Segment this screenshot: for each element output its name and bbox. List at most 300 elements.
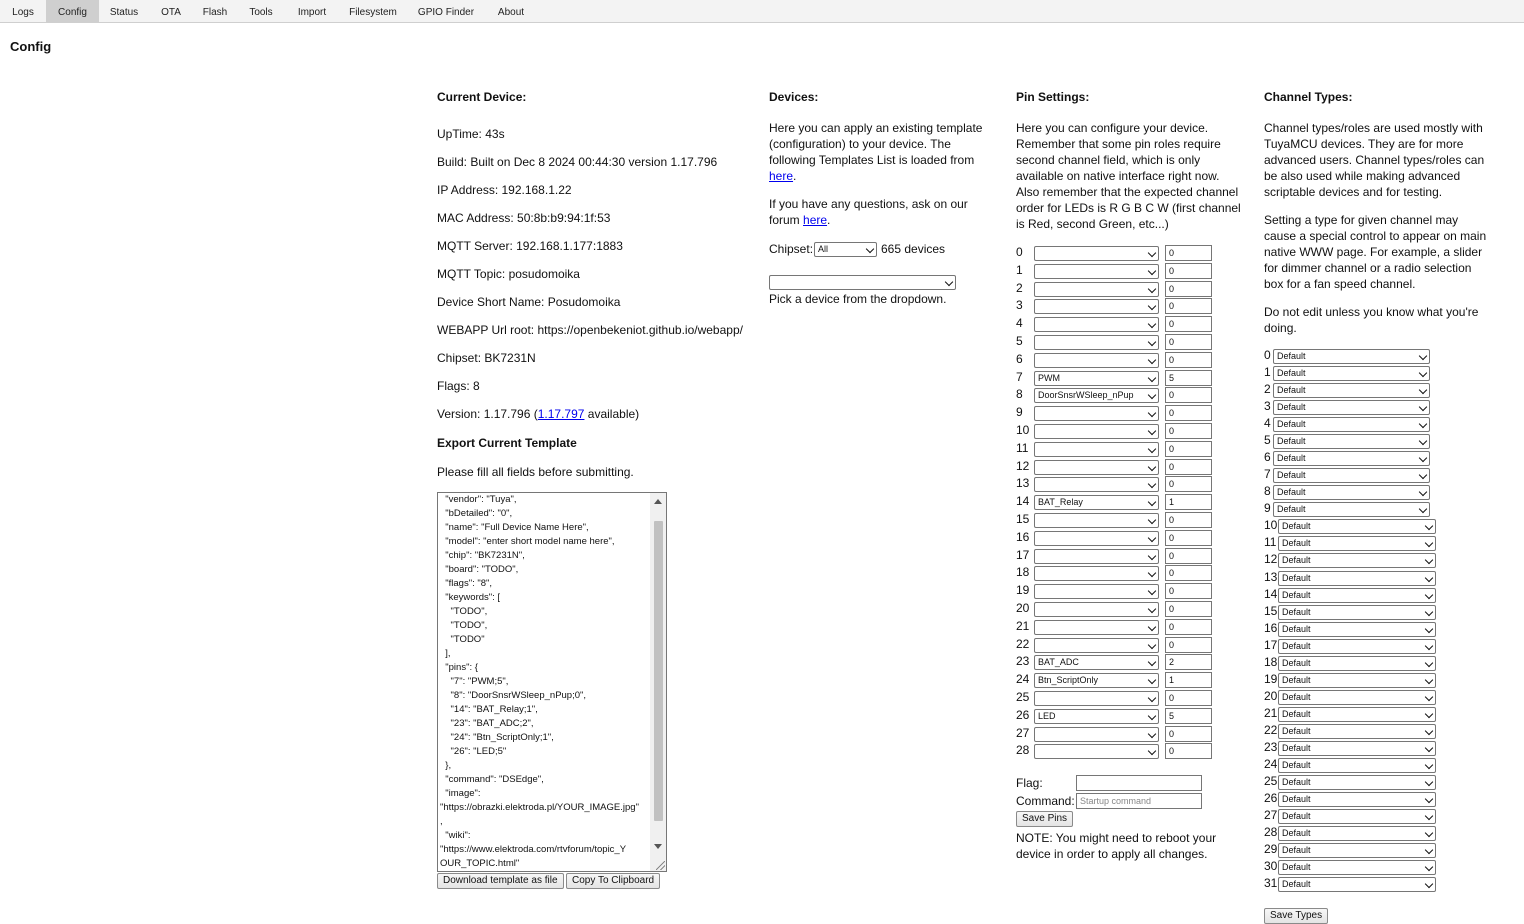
channel-number: 10 bbox=[1264, 518, 1278, 533]
channel-type-select[interactable] bbox=[1278, 622, 1436, 637]
channel-type-select[interactable] bbox=[1273, 468, 1430, 483]
chevron-down-icon bbox=[1425, 744, 1433, 752]
devices-intro-end: . bbox=[793, 169, 797, 183]
pin-role-select[interactable] bbox=[1034, 691, 1159, 706]
pin-role-value: BAT_ADC bbox=[1038, 657, 1079, 668]
pin-number: 2 bbox=[1016, 280, 1023, 295]
template-line: "23": "BAT_ADC;2", bbox=[440, 718, 534, 729]
reboot-note: NOTE: You might need to reboot your device in order to apply all changes. bbox=[1016, 831, 1217, 861]
download-template-button[interactable]: Download template as file bbox=[437, 873, 564, 889]
pin-channel-input[interactable]: 0 bbox=[1165, 352, 1212, 368]
channel-type-select[interactable] bbox=[1278, 724, 1436, 739]
channel-number: 6 bbox=[1264, 450, 1271, 465]
tab-bar bbox=[0, 0, 1524, 23]
forum-text-end: . bbox=[827, 213, 831, 227]
channel-number: 2 bbox=[1264, 382, 1271, 397]
channel-type-select[interactable] bbox=[1278, 877, 1436, 892]
tab-gpio-finder[interactable]: GPIO Finder bbox=[417, 7, 475, 18]
pin-channel-input[interactable]: 0 bbox=[1165, 548, 1212, 564]
short-name-text: Device Short Name: Posudomoika bbox=[437, 295, 621, 309]
channel-type-value: Default bbox=[1277, 368, 1306, 379]
channel-type-value: Default bbox=[1277, 504, 1306, 515]
channel-type-value: Default bbox=[1277, 436, 1306, 447]
channel-number: 11 bbox=[1264, 535, 1277, 550]
chevron-down-icon bbox=[1148, 427, 1156, 435]
channel-number: 5 bbox=[1264, 433, 1271, 448]
pin-role-select[interactable] bbox=[1034, 638, 1159, 653]
channel-type-select[interactable] bbox=[1278, 553, 1436, 568]
channel-number: 13 bbox=[1264, 569, 1278, 584]
template-textarea[interactable] bbox=[437, 492, 667, 872]
current-device-section bbox=[437, 88, 757, 484]
channel-number: 17 bbox=[1264, 637, 1278, 652]
chevron-down-icon bbox=[1425, 556, 1433, 564]
tab-about[interactable]: About bbox=[497, 7, 525, 18]
pin-channel-input[interactable]: 0 bbox=[1165, 637, 1212, 653]
template-line: "name": "Full Device Name Here", bbox=[440, 522, 589, 533]
current-device-heading: Current Device: bbox=[437, 90, 527, 104]
pin-number: 3 bbox=[1016, 298, 1023, 313]
template-line: "24": "Btn_ScriptOnly;1", bbox=[440, 732, 554, 743]
chevron-down-icon bbox=[1425, 676, 1433, 684]
pin-number: 14 bbox=[1016, 494, 1030, 509]
page-title: Config bbox=[10, 39, 52, 54]
pin-channel-input[interactable]: 5 bbox=[1165, 708, 1212, 724]
chevron-down-icon bbox=[1425, 795, 1433, 803]
channel-type-value: Default bbox=[1282, 572, 1311, 583]
pin-channel-input[interactable]: 0 bbox=[1165, 726, 1212, 742]
channel-type-value: Default bbox=[1282, 589, 1311, 600]
chevron-down-icon bbox=[1419, 403, 1427, 411]
flags-text: Flags: 8 bbox=[437, 379, 480, 393]
template-line: "chip": "BK7231N", bbox=[440, 550, 525, 561]
tab-config[interactable]: Config bbox=[46, 0, 99, 23]
channel-number: 4 bbox=[1264, 416, 1271, 431]
pin-role-select[interactable] bbox=[1034, 513, 1159, 528]
channel-type-value: Default bbox=[1282, 828, 1311, 839]
pin-number: 12 bbox=[1016, 458, 1030, 473]
chevron-down-icon bbox=[1425, 658, 1433, 666]
ip-address-text: IP Address: 192.168.1.22 bbox=[437, 183, 572, 197]
channel-type-value: Default bbox=[1282, 811, 1311, 822]
pin-channel-input[interactable]: 0 bbox=[1165, 441, 1212, 457]
chevron-down-icon bbox=[1425, 590, 1433, 598]
chevron-down-icon bbox=[1425, 539, 1433, 547]
channel-number: 21 bbox=[1264, 705, 1278, 720]
pin-role-select[interactable] bbox=[1034, 335, 1159, 350]
pin-channel-input[interactable]: 0 bbox=[1165, 530, 1212, 546]
channel-type-select[interactable] bbox=[1278, 775, 1436, 790]
pin-role-select[interactable] bbox=[1034, 317, 1159, 332]
pin-role-select[interactable] bbox=[1034, 727, 1159, 742]
chipset-filter-label: Chipset: bbox=[769, 242, 814, 256]
chevron-down-icon bbox=[1148, 356, 1156, 364]
template-line: "wiki": bbox=[440, 830, 471, 841]
pin-channel-input[interactable]: 0 bbox=[1165, 743, 1212, 759]
chevron-down-icon bbox=[1148, 498, 1156, 506]
pin-number: 10 bbox=[1016, 423, 1030, 437]
command-label: Command: bbox=[1016, 794, 1075, 808]
chevron-down-icon bbox=[1148, 249, 1156, 257]
startup-command-input[interactable]: Startup command bbox=[1076, 793, 1202, 809]
chevron-down-icon bbox=[1425, 522, 1433, 530]
channel-type-select[interactable] bbox=[1278, 690, 1436, 705]
template-line: "TODO", bbox=[440, 620, 488, 631]
chevron-down-icon bbox=[1425, 880, 1433, 888]
chevron-down-icon bbox=[1148, 551, 1156, 559]
copy-to-clipboard-button[interactable]: Copy To Clipboard bbox=[566, 873, 660, 889]
pin-channel-input[interactable]: 0 bbox=[1165, 601, 1212, 617]
channel-type-value: Default bbox=[1277, 351, 1306, 361]
pin-channel-input[interactable]: 0 bbox=[1165, 476, 1212, 492]
channel-type-select[interactable] bbox=[1278, 519, 1436, 534]
pin-channel-input[interactable]: 0 bbox=[1165, 387, 1212, 403]
pin-role-value: LED bbox=[1038, 710, 1056, 721]
chevron-down-icon bbox=[1148, 267, 1156, 275]
pin-role-select[interactable] bbox=[1034, 424, 1159, 439]
pin-number: 4 bbox=[1016, 316, 1023, 331]
save-pins-button[interactable]: Save Pins bbox=[1016, 811, 1073, 827]
pin-role-select[interactable] bbox=[1034, 264, 1159, 279]
template-line: "pins": { bbox=[440, 662, 478, 673]
build-text: Build: Built on Dec 8 2024 00:44:30 version 1.17.796 bbox=[437, 155, 718, 169]
version-prefix: Version: 1.17.796 ( bbox=[437, 407, 538, 421]
template-line: "14": "BAT_Relay;1", bbox=[440, 704, 538, 715]
pin-channel-input[interactable]: 1 bbox=[1165, 494, 1212, 510]
template-line: "26": "LED;5" bbox=[440, 746, 507, 757]
channel-number: 7 bbox=[1264, 467, 1271, 482]
pin-number: 16 bbox=[1016, 529, 1030, 544]
pin-channel-input[interactable]: 0 bbox=[1165, 405, 1212, 421]
channel-number: 26 bbox=[1264, 791, 1278, 806]
pin-channel-input[interactable]: 0 bbox=[1165, 565, 1212, 581]
pin-channel-input[interactable]: 0 bbox=[1165, 690, 1212, 706]
chevron-down-icon bbox=[1148, 338, 1156, 346]
pin-role-select[interactable] bbox=[1034, 442, 1159, 457]
pin-number: 26 bbox=[1016, 707, 1030, 722]
channel-type-select[interactable] bbox=[1278, 741, 1436, 756]
pin-role-select[interactable] bbox=[1034, 406, 1159, 421]
chevron-down-icon bbox=[1419, 505, 1427, 513]
tab-status[interactable]: Status bbox=[109, 7, 139, 18]
channel-type-select[interactable] bbox=[1278, 758, 1436, 773]
chevron-down-icon bbox=[1425, 727, 1433, 735]
template-line: ], bbox=[440, 648, 451, 659]
channel-type-value: Default bbox=[1282, 606, 1311, 617]
pin-channel-input[interactable]: 0 bbox=[1165, 298, 1212, 314]
pin-role-select[interactable] bbox=[1034, 620, 1159, 635]
channel-type-select[interactable] bbox=[1273, 502, 1430, 517]
pin-number: 21 bbox=[1016, 618, 1030, 633]
channel-types-heading: Channel Types: bbox=[1264, 90, 1353, 104]
pick-device-hint: Pick a device from the dropdown. bbox=[769, 292, 947, 306]
chevron-down-icon bbox=[1425, 641, 1433, 649]
channel-type-select[interactable] bbox=[1278, 588, 1436, 603]
channel-type-select[interactable] bbox=[1273, 366, 1430, 381]
pin-number: 24 bbox=[1016, 672, 1030, 687]
channel-number: 9 bbox=[1264, 501, 1271, 516]
forum-text bbox=[769, 196, 984, 228]
tab-import[interactable]: Import bbox=[297, 7, 327, 18]
template-line: "bDetailed": "0", bbox=[440, 508, 513, 519]
tab-tools[interactable]: Tools bbox=[249, 7, 273, 18]
chipset-filter-select[interactable] bbox=[814, 242, 877, 257]
channel-type-select[interactable] bbox=[1278, 707, 1436, 722]
template-line: , bbox=[440, 816, 443, 827]
channel-type-select[interactable] bbox=[1278, 792, 1436, 807]
scrollbar-thumb[interactable] bbox=[654, 521, 663, 821]
channel-type-select[interactable] bbox=[1278, 826, 1436, 841]
forum-link[interactable]: here bbox=[803, 213, 828, 227]
pin-role-select[interactable] bbox=[1034, 353, 1159, 368]
channel-type-value: Default bbox=[1282, 657, 1311, 668]
channel-type-value: Default bbox=[1277, 470, 1306, 481]
pin-role-select[interactable] bbox=[1034, 584, 1159, 599]
pin-channel-input[interactable]: 0 bbox=[1165, 459, 1212, 475]
pin-role-select[interactable] bbox=[1034, 531, 1159, 546]
chevron-down-icon bbox=[1425, 863, 1433, 871]
pin-role-select[interactable] bbox=[1034, 549, 1159, 564]
tab-logs[interactable]: Logs bbox=[12, 7, 34, 18]
chevron-down-icon bbox=[1425, 778, 1433, 786]
export-template-heading: Export Current Template bbox=[437, 436, 577, 450]
template-line: "board": "TODO", bbox=[440, 564, 519, 575]
version-text bbox=[437, 400, 757, 428]
channel-type-select[interactable] bbox=[1278, 605, 1436, 620]
pin-role-select[interactable] bbox=[1034, 655, 1159, 670]
tab-filesystem[interactable]: Filesystem bbox=[349, 7, 397, 18]
channel-type-select[interactable] bbox=[1273, 417, 1430, 432]
pin-number: 22 bbox=[1016, 636, 1030, 651]
chevron-down-icon bbox=[1148, 462, 1156, 470]
channel-type-value: Default bbox=[1282, 862, 1311, 873]
channel-number: 28 bbox=[1264, 825, 1278, 840]
chevron-down-icon bbox=[1148, 640, 1156, 648]
pin-channel-input[interactable]: 0 bbox=[1165, 619, 1212, 635]
pin-channel-input[interactable]: 0 bbox=[1165, 263, 1212, 279]
channel-type-value: Default bbox=[1282, 691, 1311, 702]
channel-type-select[interactable] bbox=[1278, 860, 1436, 875]
chevron-down-icon bbox=[1425, 812, 1433, 820]
pin-number: 0 bbox=[1016, 245, 1023, 259]
chevron-down-icon bbox=[1419, 437, 1427, 445]
channel-type-value: Default bbox=[1277, 453, 1306, 464]
template-line: "TODO" bbox=[440, 634, 485, 645]
channel-type-value: Default bbox=[1282, 742, 1311, 753]
pin-role-select[interactable] bbox=[1034, 460, 1159, 475]
device-select[interactable] bbox=[769, 275, 956, 290]
chevron-down-icon bbox=[1148, 409, 1156, 417]
channel-number: 27 bbox=[1264, 808, 1278, 823]
channel-type-select[interactable] bbox=[1278, 536, 1436, 551]
template-line: "8": "DoorSnsrWSleep_nPup;0", bbox=[440, 690, 587, 701]
pin-number: 1 bbox=[1016, 262, 1023, 277]
channel-type-select[interactable] bbox=[1273, 349, 1430, 364]
channel-type-select[interactable] bbox=[1273, 451, 1430, 466]
tab-flash[interactable]: Flash bbox=[202, 7, 228, 18]
template-line: "command": "DSEdge", bbox=[440, 774, 544, 785]
chevron-down-icon bbox=[1148, 516, 1156, 524]
templates-list-link[interactable]: here bbox=[769, 169, 794, 183]
channel-number: 24 bbox=[1264, 756, 1278, 771]
chevron-down-icon bbox=[1425, 607, 1433, 615]
pin-role-select[interactable] bbox=[1034, 495, 1159, 510]
pin-channel-input[interactable]: 0 bbox=[1165, 334, 1212, 350]
pin-role-select[interactable] bbox=[1034, 477, 1159, 492]
pin-channel-input[interactable]: 0 bbox=[1165, 423, 1212, 439]
channel-type-value: Default bbox=[1282, 759, 1311, 770]
chevron-down-icon bbox=[1419, 488, 1427, 496]
export-note: Please fill all fields before submitting. bbox=[437, 465, 634, 479]
pin-role-select[interactable] bbox=[1034, 388, 1159, 403]
channel-type-value: Default bbox=[1277, 385, 1306, 396]
channel-type-value: Default bbox=[1282, 725, 1311, 736]
template-line: "7": "PWM;5", bbox=[440, 676, 509, 687]
pin-channel-input[interactable]: 0 bbox=[1165, 583, 1212, 599]
pin-role-value: PWM bbox=[1038, 372, 1060, 383]
chevron-down-icon bbox=[1148, 391, 1156, 399]
channel-type-select[interactable] bbox=[1278, 673, 1436, 688]
channel-type-value: Default bbox=[1282, 555, 1311, 566]
save-types-button[interactable]: Save Types bbox=[1264, 908, 1328, 924]
chevron-down-icon bbox=[1148, 445, 1156, 453]
channel-type-value: Default bbox=[1282, 708, 1311, 719]
pin-role-select[interactable] bbox=[1034, 282, 1159, 297]
flag-input[interactable] bbox=[1076, 775, 1202, 791]
webapp-url-text: WEBAPP Url root: https://openbekeniot.github.io/webapp/ bbox=[437, 323, 743, 337]
channel-type-value: Default bbox=[1282, 879, 1311, 890]
pin-channel-input[interactable]: 5 bbox=[1165, 370, 1212, 386]
channel-type-value: Default bbox=[1282, 777, 1311, 787]
chipset-text: Chipset: BK7231N bbox=[437, 351, 536, 365]
chevron-down-icon bbox=[1425, 846, 1433, 854]
channel-type-select[interactable] bbox=[1278, 843, 1436, 858]
channel-type-value: Default bbox=[1282, 845, 1311, 856]
pin-role-select[interactable] bbox=[1034, 371, 1159, 386]
pin-role-select[interactable] bbox=[1034, 673, 1159, 688]
scroll-up-icon[interactable] bbox=[654, 499, 662, 504]
chevron-down-icon bbox=[1148, 623, 1156, 631]
channel-type-select[interactable] bbox=[1278, 809, 1436, 824]
channel-type-select[interactable] bbox=[1278, 656, 1436, 671]
pin-role-select[interactable] bbox=[1034, 299, 1159, 314]
pin-number: 19 bbox=[1016, 583, 1030, 598]
pin-role-select[interactable] bbox=[1034, 602, 1159, 617]
channel-type-select[interactable] bbox=[1278, 571, 1436, 586]
channel-type-select[interactable] bbox=[1273, 434, 1430, 449]
pin-role-select[interactable] bbox=[1034, 566, 1159, 581]
scroll-down-icon[interactable] bbox=[654, 844, 662, 849]
mqtt-server-text: MQTT Server: 192.168.1.177:1883 bbox=[437, 239, 623, 253]
channel-types-intro2: Setting a type for given channel may cause a special control to appear on main native WWW page. For example, a slider for dimmer channel or a radio selection box for a fan speed channel. bbox=[1264, 213, 1487, 291]
chevron-down-icon bbox=[1148, 658, 1156, 666]
textarea-scrollbar[interactable] bbox=[650, 493, 666, 871]
chevron-down-icon bbox=[1148, 373, 1156, 381]
template-line: }, bbox=[440, 760, 452, 771]
pin-role-value: DoorSnsrWSleep_nPup bbox=[1038, 390, 1134, 401]
devices-heading: Devices: bbox=[769, 90, 819, 104]
chevron-down-icon bbox=[1419, 454, 1427, 462]
chevron-down-icon bbox=[1148, 676, 1156, 684]
chevron-down-icon bbox=[1148, 605, 1156, 613]
channel-number: 1 bbox=[1264, 365, 1271, 380]
chevron-down-icon bbox=[1148, 729, 1156, 737]
chevron-down-icon bbox=[1425, 829, 1433, 837]
pin-channel-input[interactable]: 2 bbox=[1165, 654, 1212, 670]
channel-number: 14 bbox=[1264, 586, 1278, 601]
channel-types-section bbox=[1264, 88, 1488, 336]
template-line: OUR_TOPIC.html" bbox=[440, 858, 520, 869]
pin-channel-input[interactable]: 1 bbox=[1165, 672, 1212, 688]
pin-number: 18 bbox=[1016, 565, 1030, 580]
channel-types-warning: Do not edit unless you know what you're doing. bbox=[1264, 305, 1479, 335]
chevron-down-icon bbox=[1419, 471, 1427, 479]
pin-number: 27 bbox=[1016, 725, 1030, 740]
pin-channel-input[interactable]: 0 bbox=[1165, 245, 1212, 261]
chevron-down-icon bbox=[1419, 420, 1427, 428]
template-line: "flags": "8", bbox=[440, 578, 493, 589]
chevron-down-icon bbox=[945, 278, 953, 286]
channel-type-value: Default bbox=[1282, 674, 1311, 685]
pin-settings-intro: Here you can configure your device. Remember that some pin roles require second channel field, which is only available on native interface right now. Also remember that the expected channel order for LEDs is R G B C W (first channel is Red, second Green, etc...) bbox=[1016, 121, 1241, 231]
channel-type-value: Default bbox=[1277, 487, 1306, 498]
channel-number: 19 bbox=[1264, 671, 1278, 686]
channel-number: 23 bbox=[1264, 739, 1278, 754]
pin-role-value: Btn_ScriptOnly bbox=[1038, 675, 1099, 686]
channel-number: 8 bbox=[1264, 484, 1271, 499]
pin-number: 5 bbox=[1016, 334, 1023, 348]
devices-intro-text: Here you can apply an existing template (configuration) to your device. The following Templates List is loaded from bbox=[769, 121, 983, 167]
pin-channel-input[interactable]: 0 bbox=[1165, 512, 1212, 528]
chevron-down-icon bbox=[866, 245, 874, 253]
chevron-down-icon bbox=[1419, 369, 1427, 377]
pin-number: 9 bbox=[1016, 405, 1023, 420]
chevron-down-icon bbox=[1148, 302, 1156, 310]
chevron-down-icon bbox=[1148, 694, 1156, 702]
channel-type-select[interactable] bbox=[1273, 400, 1430, 415]
channel-type-value: Default bbox=[1282, 623, 1311, 634]
channel-number: 18 bbox=[1264, 654, 1278, 669]
pin-channel-input[interactable]: 0 bbox=[1165, 281, 1212, 297]
flag-label: Flag: bbox=[1016, 776, 1043, 790]
tab-ota[interactable]: OTA bbox=[161, 7, 181, 18]
template-line: "image": bbox=[440, 788, 481, 799]
channel-type-select[interactable] bbox=[1273, 485, 1430, 500]
chevron-down-icon bbox=[1425, 710, 1433, 718]
chevron-down-icon bbox=[1425, 761, 1433, 769]
pin-number: 20 bbox=[1016, 601, 1030, 615]
pin-channel-input[interactable]: 0 bbox=[1165, 316, 1212, 332]
channel-type-value: Default bbox=[1282, 640, 1311, 651]
channel-type-select[interactable] bbox=[1273, 383, 1430, 398]
channel-type-select[interactable] bbox=[1278, 639, 1436, 654]
channel-type-value: Default bbox=[1277, 402, 1306, 413]
pin-role-select[interactable] bbox=[1034, 709, 1159, 724]
channel-number: 16 bbox=[1264, 620, 1278, 635]
pin-role-select[interactable] bbox=[1034, 744, 1159, 759]
forum-text-body: If you have any questions, ask on our forum bbox=[769, 197, 968, 227]
resize-grip-icon[interactable] bbox=[656, 861, 665, 870]
new-version-link[interactable]: 1.17.797 bbox=[537, 407, 585, 421]
channel-number: 31 bbox=[1264, 876, 1278, 891]
channel-number: 25 bbox=[1264, 774, 1278, 788]
channel-number: 3 bbox=[1264, 399, 1271, 414]
pin-role-value: BAT_Relay bbox=[1038, 497, 1083, 508]
device-count: 665 devices bbox=[881, 242, 946, 256]
pin-role-select[interactable] bbox=[1034, 246, 1159, 261]
channel-number: 29 bbox=[1264, 842, 1278, 857]
chevron-down-icon bbox=[1148, 284, 1156, 292]
